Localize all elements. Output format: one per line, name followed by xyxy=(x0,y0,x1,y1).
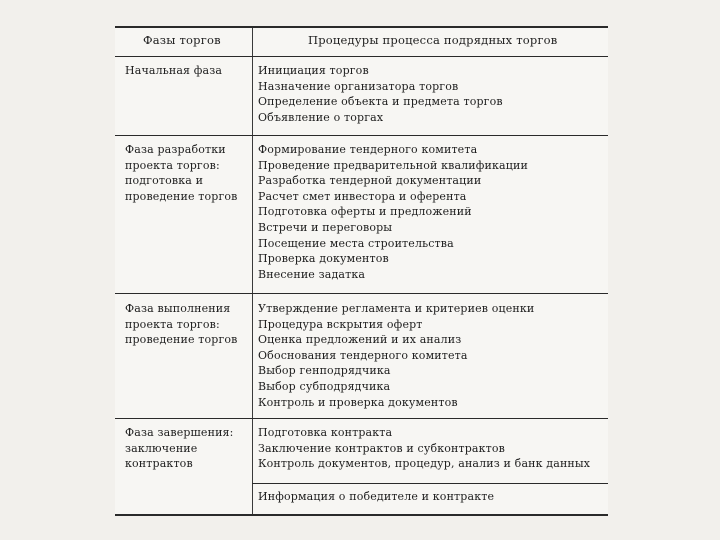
procedure-line: Встречи и переговоры xyxy=(258,220,393,234)
procedure-line: Проверка документов xyxy=(258,252,389,266)
phase-line: Фаза завершения: xyxy=(125,426,234,439)
phase-line: Начальная фаза xyxy=(125,64,223,77)
phase-line: проведение торгов xyxy=(125,333,238,347)
procedure-line: Определение объекта и предмета торгов xyxy=(258,95,503,109)
header-divider xyxy=(115,56,608,57)
procedure-line: Расчет смет инвестора и оферента xyxy=(258,189,467,203)
procedure-line: Разработка тендерной документации xyxy=(258,174,482,188)
procedure-line: Заключение контрактов и субконтрактов xyxy=(258,441,506,455)
procedure-line: Контроль документов, процедур, анализ и банк данных xyxy=(258,457,591,471)
procedure-line: Информация о победителе и контракте xyxy=(258,490,495,503)
row-procedures-development xyxy=(258,142,603,282)
row-phase-initial xyxy=(125,63,247,79)
phase-line: проведение торгов xyxy=(125,189,238,203)
phase-line: подготовка и xyxy=(125,174,204,188)
procedure-line: Обоснования тендерного комитета xyxy=(258,348,468,362)
procedure-line: Назначение организатора торгов xyxy=(258,79,459,93)
procedure-line: Оценка предложений и их анализ xyxy=(258,333,462,347)
phase-line: проекта торгов: xyxy=(125,158,220,172)
column-divider xyxy=(252,28,253,514)
procedure-line: Проведение предварительной квалификации xyxy=(258,158,528,172)
procedure-line: Подготовка контракта xyxy=(258,426,393,439)
procedure-line: Выбор субподрядчика xyxy=(258,379,391,393)
procedure-line: Объявление о торгах xyxy=(258,110,384,124)
procedure-line: Выбор генподрядчика xyxy=(258,364,391,378)
row-divider xyxy=(115,418,608,419)
procedure-line: Внесение задатка xyxy=(258,267,366,281)
final-row-divider xyxy=(252,483,608,484)
header-phases: Фазы торгов xyxy=(143,33,221,47)
procedure-line: Контроль и проверка документов xyxy=(258,395,458,409)
header-procedures: Процедуры процесса подрядных торгов xyxy=(308,33,558,47)
procedure-line: Утверждение регламента и критериев оценки xyxy=(258,302,535,315)
row-phase-execution xyxy=(125,301,247,348)
row-procedures-final xyxy=(258,489,603,505)
row-procedures-initial xyxy=(258,63,603,125)
procedure-line: Подготовка оферты и предложений xyxy=(258,205,472,219)
phase-line: контрактов xyxy=(125,457,193,471)
phase-line: проекта торгов: xyxy=(125,317,220,331)
row-procedures-execution xyxy=(258,301,603,410)
row-divider xyxy=(115,135,608,136)
procurement-phases-table xyxy=(115,26,608,516)
phase-line: заключение xyxy=(125,441,198,455)
row-divider xyxy=(115,293,608,294)
procedure-line: Инициация торгов xyxy=(258,64,369,77)
procedure-line: Посещение места строительства xyxy=(258,236,454,250)
phase-line: Фаза разработки xyxy=(125,143,226,156)
procedure-line: Процедура вскрытия оферт xyxy=(258,317,423,331)
phase-line: Фаза выполнения xyxy=(125,302,231,315)
procedure-line: Формирование тендерного комитета xyxy=(258,143,478,156)
row-phase-completion xyxy=(125,425,247,472)
row-phase-development xyxy=(125,142,247,204)
row-procedures-completion xyxy=(258,425,603,472)
